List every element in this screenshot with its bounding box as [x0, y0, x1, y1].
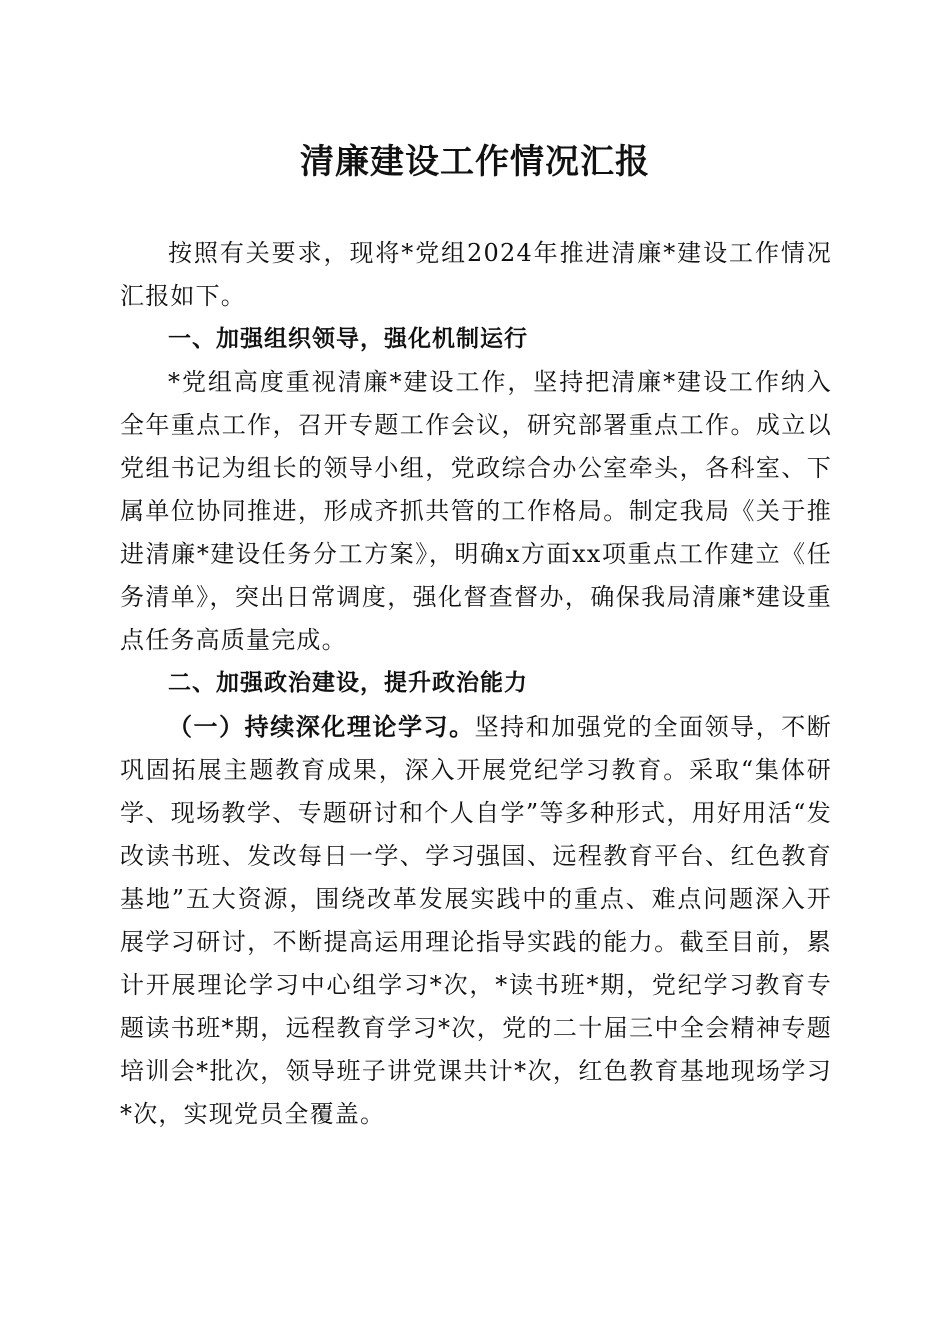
section-2-subsection-1-paragraph — [120, 705, 832, 1136]
subsection-1-lead: （一）持续深化理论学习。 — [168, 712, 475, 741]
section-1-paragraph: *党组高度重视清廉*建设工作，坚持把清廉*建设工作纳入全年重点工作，召开专题工作会议，研究部署重点工作。成立以党组书记为组长的领导小组，党政综合办公室牵头，各科室、下属单位协同推进，形成齐抓共管的工作格局。制定我局《关于推进清廉*建设任务分工方案》，明确x方面xx项重点工作建立《任务清单》，突出日常调度，强化督查督办，确保我局清廉*建设重点任务高质量完成。 — [120, 368, 832, 654]
intro-paragraph: 按照有关要求，现将*党组2024年推进清廉*建设工作情况汇报如下。 — [120, 239, 832, 310]
document-title: 清廉建设工作情况汇报 — [300, 142, 650, 182]
subsection-1-body: 坚持和加强党的全面领导，不断巩固拓展主题教育成果，深入开展党纪学习教育。采取“集体研学、现场教学、专题研讨和个人自学”等多种形式，用好用活“发改读书班、发改每日一学、学习强国、远程教育平台、红色教育基地”五大资源，围绕改革发展实践中的重点、难点问题深入开展学习研讨，不断提高运用理论指导实践的能力。截至目前，累计开展理论学习中心组学习*次，*读书班*期，党纪学习教育专题读书班*期，远程教育学习*次，党的二十届三中全会精神专题培训会*批次，领导班子讲党课共计*次，红色教育基地现场学习*次，实现党员全覆盖。 — [120, 713, 832, 1128]
section-2-heading: 二、加强政治建设，提升政治能力 — [168, 670, 528, 696]
document-body — [120, 232, 832, 1136]
section-1-heading: 一、加强组织领导，强化机制运行 — [168, 326, 528, 352]
